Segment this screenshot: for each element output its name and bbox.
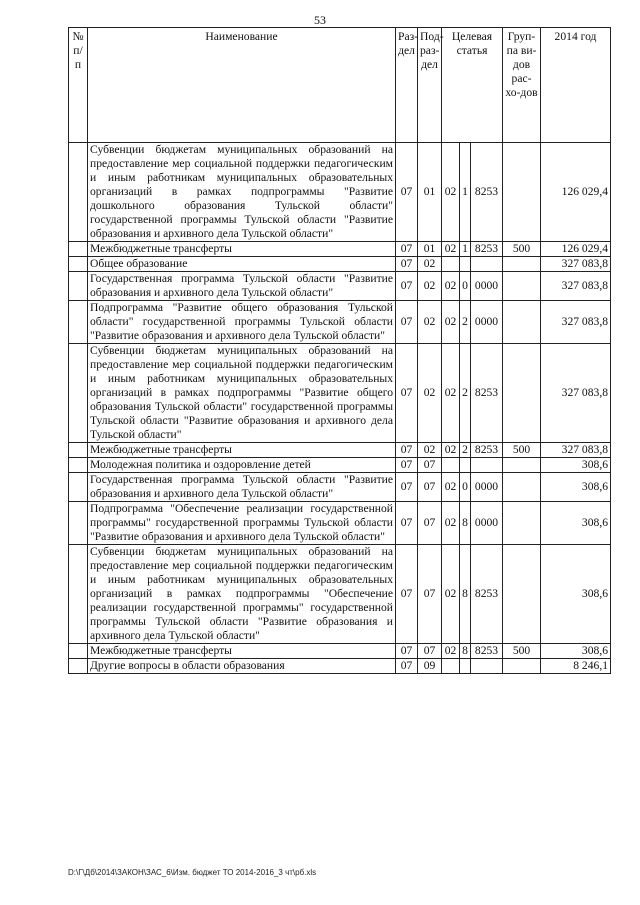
table-body (69, 143, 611, 674)
header-2014: 2014 год (541, 28, 611, 143)
row-razdel: 07 (396, 272, 418, 301)
row-target-part2: 8 (460, 502, 471, 545)
row-expense-group: 500 (503, 644, 541, 659)
row-expense-group (503, 257, 541, 272)
row-expense-group (503, 545, 541, 644)
row-name: Межбюджетные трансферты (88, 644, 396, 659)
row-target-part3: 8253 (471, 143, 503, 242)
table-row (69, 257, 611, 272)
row-amount: 308,6 (541, 545, 611, 644)
table-row (69, 545, 611, 644)
row-podrazdel: 07 (418, 502, 442, 545)
row-target-part2: 2 (460, 443, 471, 458)
row-target-part1: 02 (442, 344, 460, 443)
row-razdel: 07 (396, 257, 418, 272)
row-amount: 327 083,8 (541, 344, 611, 443)
row-expense-group (503, 458, 541, 473)
row-name: Молодежная политика и оздоровление детей (88, 458, 396, 473)
row-expense-group (503, 502, 541, 545)
row-target-part1: 02 (442, 644, 460, 659)
row-target-part1 (442, 257, 460, 272)
row-amount: 126 029,4 (541, 143, 611, 242)
row-razdel: 07 (396, 545, 418, 644)
header-podrazdel: Под-раз-дел (418, 28, 442, 143)
row-target-part3: 0000 (471, 502, 503, 545)
row-target-part1 (442, 659, 460, 674)
row-target-part2 (460, 257, 471, 272)
row-razdel: 07 (396, 502, 418, 545)
row-amount: 327 083,8 (541, 443, 611, 458)
row-target-part3: 8253 (471, 545, 503, 644)
row-razdel: 07 (396, 143, 418, 242)
row-expense-group (503, 143, 541, 242)
header-razdel: Раз-дел (396, 28, 418, 143)
row-num (69, 473, 88, 502)
row-target-part1 (442, 458, 460, 473)
row-target-part1: 02 (442, 545, 460, 644)
row-amount: 327 083,8 (541, 272, 611, 301)
row-podrazdel: 07 (418, 473, 442, 502)
row-num (69, 272, 88, 301)
row-num (69, 659, 88, 674)
row-expense-group (503, 659, 541, 674)
row-podrazdel: 01 (418, 143, 442, 242)
table-row (69, 301, 611, 344)
row-target-part3: 8253 (471, 344, 503, 443)
row-amount: 126 029,4 (541, 242, 611, 257)
row-num (69, 502, 88, 545)
row-podrazdel: 07 (418, 545, 442, 644)
file-path-footer: D:\Г\Дб\2014\ЗАКОН\ЗАС_6\Изм. бюджет ТО 2014-2016_3 чт\рб.xls (68, 868, 317, 877)
header-row (69, 28, 611, 143)
row-target-part1: 02 (442, 143, 460, 242)
header-num: № п/ п (69, 28, 88, 143)
page-number: 53 (314, 13, 326, 27)
row-name: Общее образование (88, 257, 396, 272)
row-podrazdel: 02 (418, 272, 442, 301)
table-row (69, 644, 611, 659)
row-num (69, 458, 88, 473)
table-row (69, 242, 611, 257)
row-expense-group (503, 272, 541, 301)
table-row (69, 143, 611, 242)
row-target-part1: 02 (442, 242, 460, 257)
row-name: Субвенции бюджетам муниципальных образований на предоставление мер социальной поддержки педагогическим и иным работникам муниципальных образовательных организаций в рамках подпрограммы "Развитие дошкольного образования Тульской области" государственной программы Тульской области "Развитие образования и архивного дела Тульской области" (88, 143, 396, 242)
row-name: Подпрограмма "Развитие общего образования Тульской области" государственной программы Тульской области "Развитие образования и архивного дела Тульской области" (88, 301, 396, 344)
row-podrazdel: 01 (418, 242, 442, 257)
row-target-part2: 2 (460, 344, 471, 443)
row-expense-group: 500 (503, 443, 541, 458)
row-name: Субвенции бюджетам муниципальных образований на предоставление мер социальной поддержки педагогическим и иным работникам муниципальных образовательных организаций в рамках подпрограммы "Обеспечение реализации государственной программы" государственной программы Тульской области "Развитие образования и архивного дела Тульской области" (88, 545, 396, 644)
row-podrazdel: 02 (418, 257, 442, 272)
row-num (69, 242, 88, 257)
row-amount: 308,6 (541, 644, 611, 659)
row-target-part2: 8 (460, 644, 471, 659)
row-amount: 308,6 (541, 473, 611, 502)
row-target-part2: 2 (460, 301, 471, 344)
table-row (69, 473, 611, 502)
table-row (69, 458, 611, 473)
row-amount: 327 083,8 (541, 257, 611, 272)
row-razdel: 07 (396, 458, 418, 473)
row-target-part2 (460, 659, 471, 674)
row-expense-group (503, 301, 541, 344)
row-target-part3: 0000 (471, 272, 503, 301)
header-name: Наименование (88, 28, 396, 143)
row-target-part1: 02 (442, 473, 460, 502)
row-target-part2: 1 (460, 242, 471, 257)
table-row (69, 344, 611, 443)
row-num (69, 443, 88, 458)
row-razdel: 07 (396, 473, 418, 502)
row-name: Межбюджетные трансферты (88, 443, 396, 458)
row-expense-group (503, 344, 541, 443)
row-razdel: 07 (396, 659, 418, 674)
row-amount: 308,6 (541, 458, 611, 473)
row-razdel: 07 (396, 644, 418, 659)
row-num (69, 644, 88, 659)
row-target-part1: 02 (442, 443, 460, 458)
row-podrazdel: 07 (418, 644, 442, 659)
row-target-part3: 0000 (471, 473, 503, 502)
row-podrazdel: 02 (418, 344, 442, 443)
row-podrazdel: 02 (418, 443, 442, 458)
row-target-part1: 02 (442, 272, 460, 301)
row-target-part3: 8253 (471, 644, 503, 659)
row-num (69, 301, 88, 344)
row-podrazdel: 02 (418, 301, 442, 344)
row-target-part2: 8 (460, 545, 471, 644)
row-razdel: 07 (396, 344, 418, 443)
row-expense-group (503, 473, 541, 502)
header-expense-group: Груп-па ви-дов рас-хо-дов (503, 28, 541, 143)
row-razdel: 07 (396, 242, 418, 257)
row-target-part3 (471, 659, 503, 674)
row-num (69, 344, 88, 443)
row-name: Межбюджетные трансферты (88, 242, 396, 257)
table-row (69, 502, 611, 545)
row-razdel: 07 (396, 443, 418, 458)
table-row (69, 659, 611, 674)
row-name: Государственная программа Тульской области "Развитие образования и архивного дела Тульской области" (88, 272, 396, 301)
row-target-part2 (460, 458, 471, 473)
row-podrazdel: 09 (418, 659, 442, 674)
table-row (69, 443, 611, 458)
row-target-part1: 02 (442, 301, 460, 344)
row-amount: 8 246,1 (541, 659, 611, 674)
budget-table (68, 27, 611, 674)
header-target-article: Целевая статья (442, 28, 503, 143)
row-podrazdel: 07 (418, 458, 442, 473)
row-name: Подпрограмма "Обеспечение реализации государственной программы" государственной программы Тульской области "Развитие образования и архивного дела Тульской области" (88, 502, 396, 545)
row-target-part2: 0 (460, 473, 471, 502)
row-name: Субвенции бюджетам муниципальных образований на предоставление мер социальной поддержки педагогическим и иным работникам муниципальных образовательных организаций в рамках подпрограммы "Развитие общего образования Тульской области" государственной программы Тульской области "Развитие образования и архивного дела Тульской области" (88, 344, 396, 443)
table-row (69, 272, 611, 301)
row-name: Другие вопросы в области образования (88, 659, 396, 674)
row-razdel: 07 (396, 301, 418, 344)
row-target-part2: 1 (460, 143, 471, 242)
row-target-part3 (471, 257, 503, 272)
row-num (69, 143, 88, 242)
row-name: Государственная программа Тульской области "Развитие образования и архивного дела Тульской области" (88, 473, 396, 502)
row-target-part3: 8253 (471, 242, 503, 257)
row-target-part1: 02 (442, 502, 460, 545)
row-target-part2: 0 (460, 272, 471, 301)
row-target-part3: 0000 (471, 301, 503, 344)
row-num (69, 257, 88, 272)
row-expense-group: 500 (503, 242, 541, 257)
row-num (69, 545, 88, 644)
row-target-part3 (471, 458, 503, 473)
row-amount: 327 083,8 (541, 301, 611, 344)
row-amount: 308,6 (541, 502, 611, 545)
row-target-part3: 8253 (471, 443, 503, 458)
